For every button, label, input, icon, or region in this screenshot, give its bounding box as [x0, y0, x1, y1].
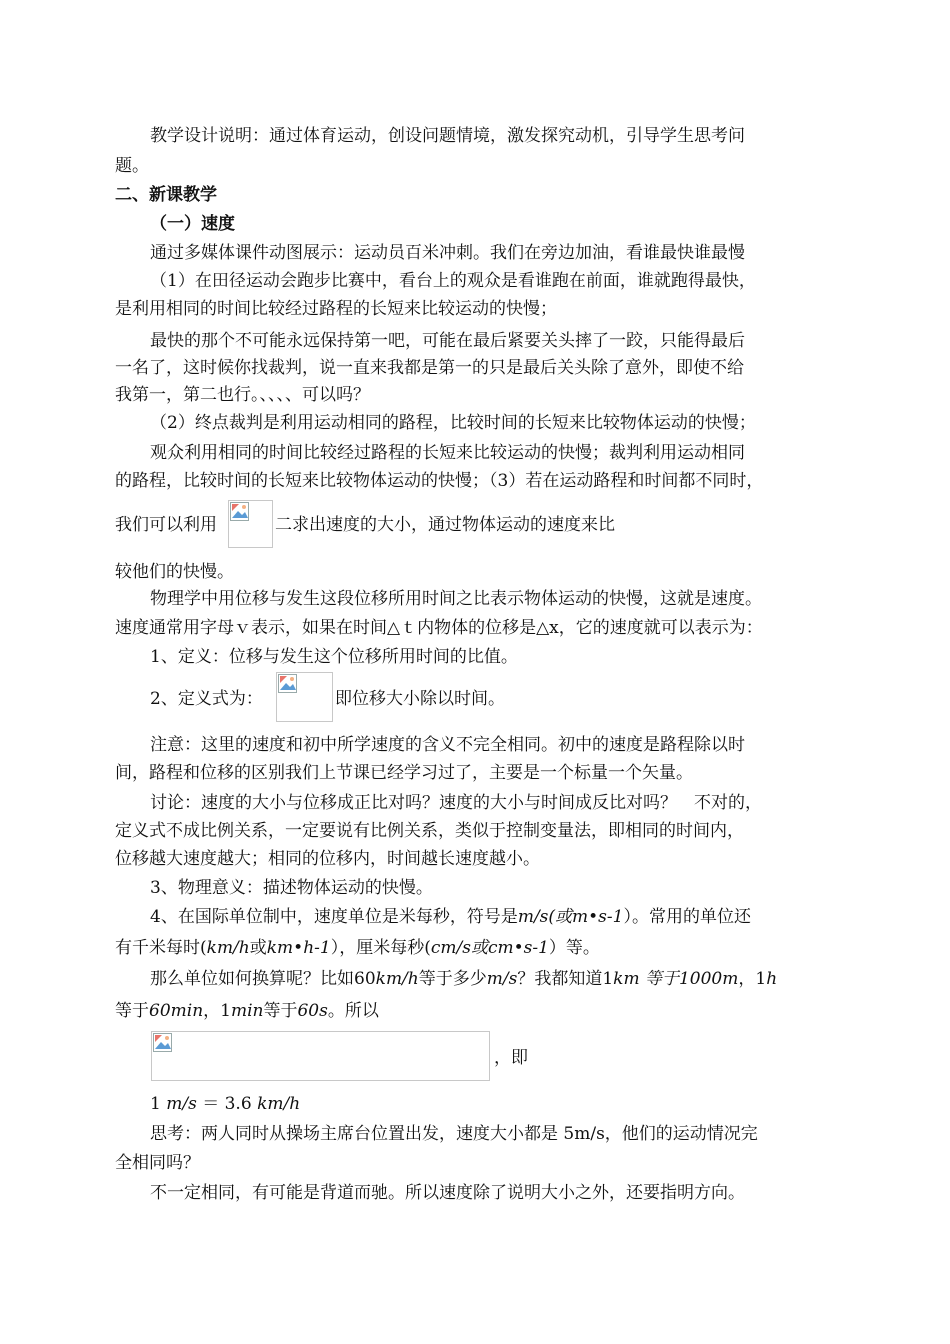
definition-line: 1、定义：位移与发生这个位移所用时间的比值。 — [150, 647, 518, 667]
para-line: 全相同吗？ — [115, 1153, 200, 1173]
conversion-result: 1 m/s ＝ 3.6 km/h — [150, 1094, 301, 1114]
section-heading: 二、新课教学 — [115, 185, 217, 205]
para-line: 注意：这里的速度和初中所学速度的含义不完全相同。初中的速度是路程除以时 — [150, 735, 745, 755]
para-line: 二求出速度的大小，通过物体运动的速度来比 — [275, 515, 615, 535]
broken-image-icon — [230, 502, 250, 522]
para-line: ，即 — [494, 1048, 528, 1068]
para-line: 一名了，这时候你找裁判，说一直来我都是第一的只是最后关头除了意外，即使不给 — [115, 358, 744, 378]
para-line: 通过多媒体课件动图展示：运动员百米冲刺。我们在旁边加油，看谁最快谁最慢 — [150, 243, 745, 263]
para-line: 物理学中用位移与发生这段位移所用时间之比表示物体运动的快慢，这就是速度。 — [150, 589, 762, 609]
para-line: 我第一，第二也行。、、、、可以吗？ — [115, 385, 370, 405]
para-line-conversion: 等于60min，1min等于60s。所以 — [115, 1001, 379, 1021]
para-design-note: 教学设计说明：通过体育运动，创设问题情境，激发探究动机，引导学生思考问 — [150, 126, 745, 146]
para-design-note-cont: 题。 — [115, 156, 149, 176]
para-line: 的路程，比较时间的长短来比较物体运动的快慢；（3）若在运动路程和时间都不同时， — [115, 471, 764, 491]
formula-line-label: 2、定义式为： — [150, 689, 263, 709]
para-line: （2）终点裁判是利用运动相同的路程，比较时间的长短来比较物体运动的快慢； — [150, 413, 756, 433]
formula-image — [276, 672, 333, 722]
para-line: 最快的那个不可能永远保持第一吧，可能在最后紧要关头摔了一跤，只能得最后 — [150, 331, 745, 351]
para-line-units: 有千米每时(km/h或km•h-1），厘米每秒(cm/s或cm•s-1）等。 — [115, 938, 600, 958]
para-line: 不一定相同，有可能是背道而驰。所以速度除了说明大小之外，还要指明方向。 — [150, 1183, 745, 1203]
para-line: 3、物理意义：描述物体运动的快慢。 — [150, 878, 433, 898]
para-line: 我们可以利用 — [115, 515, 217, 535]
para-line: 是利用相同的时间比较经过路程的长短来比较运动的快慢； — [115, 299, 557, 319]
para-line: （1）在田径运动会跑步比赛中，看台上的观众是看谁跑在前面，谁就跑得最快， — [150, 271, 756, 291]
para-line: 观众利用相同的时间比较经过路程的长短来比较运动的快慢；裁判利用运动相同 — [150, 443, 745, 463]
formula-image-wide — [151, 1031, 490, 1081]
para-line: 讨论：速度的大小与位移成正比对吗？速度的大小与时间成反比对吗？ 不对的， — [150, 793, 762, 813]
para-line: 位移越大速度越大；相同的位移内，时间越长速度越小。 — [115, 849, 540, 869]
para-line-conversion: 那么单位如何换算呢？比如60km/h等于多少m/s？我都知道1km 等于1000m，1h — [150, 969, 778, 989]
para-line: 间，路程和位移的区别我们上节课已经学习过了，主要是一个标量一个矢量。 — [115, 763, 693, 783]
para-line: 思考：两人同时从操场主席台位置出发，速度大小都是 5m/s，他们的运动情况完 — [150, 1124, 758, 1144]
para-line: 定义式不成比例关系，一定要说有比例关系，类似于控制变量法，即相同的时间内， — [115, 821, 744, 841]
para-line: 较他们的快慢。 — [115, 562, 234, 582]
subsection-heading: （一）速度 — [150, 214, 235, 234]
formula-image — [228, 500, 273, 548]
formula-line-text: 即位移大小除以时间。 — [335, 689, 505, 709]
para-line-units: 4、在国际单位制中，速度单位是米每秒，符号是m/s(或m•s-1）。常用的单位还 — [150, 907, 751, 927]
broken-image-icon — [278, 674, 298, 694]
broken-image-icon — [153, 1033, 173, 1053]
para-line: 速度通常用字母ｖ表示，如果在时间△ｔ内物体的位移是△x，它的速度就可以表示为： — [115, 618, 763, 638]
